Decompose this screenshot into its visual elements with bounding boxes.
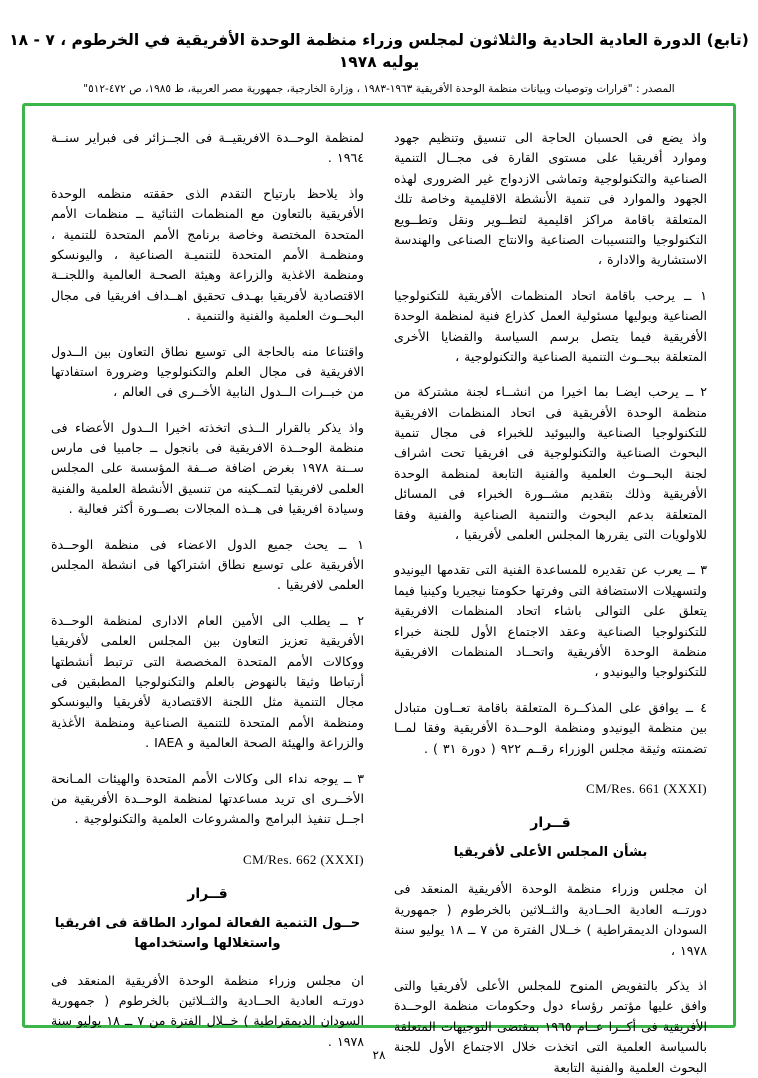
paragraph: ٢ ــ يطلب الى الأمين العام الادارى لمنظمة الوحــدة الأفريقية تعزيز التعاون بين المجلس العلمى لأفريقيا ووكالات الأمم المتحدة المخصصة التى ترتبط أنشطتها أرتباطا وثيقا بالنهوض بالعلم والتكنولوجيا المطبقين فى مجال التنمية مثل اللجنة الاقتصادية لأفريقيا واليونسكو ومنظمة الأمم المتحدة للتنمية الصناعية ومنظمة الأغذية والزراعة والهيئة الصحة العالمية و IAEA . xyxy=(51,612,364,751)
resolution-heading-word: قــرار xyxy=(530,814,571,831)
header-title: (تابع) الدورة العادية الحادية والثلاثون لمجلس وزراء منظمة الوحدة الأفريقية في الخرطوم ، ٧ - ١٨ يوليه ١٩٧٨ xyxy=(9,31,749,71)
column-right xyxy=(394,128,707,1075)
page-header xyxy=(0,30,758,97)
paragraph: لمنظمة الوحــدة الافريقيــة فى الجــزائر فى فبراير سنــة ١٩٦٤ . xyxy=(51,130,364,166)
resolution-title: حــول التنمية الفعالة لموارد الطاقة فى افريقيا واستغلالها واستخدامها xyxy=(54,915,361,952)
paragraph: ان مجلس وزراء منظمة الوحدة الأفريقية المنعقد فى دورتـه العادية الحــادية والثــلاثين بالخرطوم ( جمهورية السودان الديمقراطية ) خــلال الفترة من ٧ ــ ١٨ يوليو سنة ١٩٧٨ . xyxy=(51,972,364,1049)
paragraph: واقتناعا منه بالحاجة الى توسيع نطاق التعاون بين الــدول الافريقية فى مجال العلم والتكنولوجيا وضرورة استفادتها من خبــرات الــدول النابية الأخــرى فى العالم ، xyxy=(51,343,364,400)
paragraph: ١ ــ يحث جميع الدول الاعضاء فى منظمة الوحــدة الأفريقية على توسيع نطاق اشتراكها فى انشطة المجلس العلمى لافريقيا . xyxy=(51,536,364,593)
paragraph: واذ يذكر بالقرار الــذى اتخذته اخيرا الــدول الأعضاء فى منظمة الوحــدة الافريقية فى بانجول ــ جامبيا فى مارس ســنة ١٩٧٨ بغرض اضافة صــفة المؤسسة على المجلس العلمى لافريقيا لتمــكينه من تنسيق الأنشطة العلمية والفنية وسيادة افريقيا فى هــذه المجالات بصــورة أكثر فعالية . xyxy=(51,419,364,517)
paragraph: ١ ــ يرحب باقامة اتحاد المنظمات الأفريقية للتكنولوجيا الصناعية ويوليها مسئولية العمل كذراع فنية لمنظمة الوحدة الأفريقية فيما يتصل برسم السياسة والقضايا الأخرى المتعلقة ببحــوث التنمية الصناعية والتكنولوجية ، xyxy=(394,287,707,364)
resolution-code: CM/Res. 661 (XXXI) xyxy=(586,780,707,796)
paragraph: واذ يلاحظ بارتياح التقدم الذى حققته منظمه الوحدة الأفريقية بالتعاون مع المنظمات الثنائية ــ منظمات الأمم المتحدة المختصة وخاصة برنامج الأمم المتحدة للتنمية ، ومنظمـة الأمم المتحدة للتنميـة الصناعية ، واليونسكو ومنظمة الاغذية والزراعة وهيئة الصحـة العالمية واللجنــة الاقتصادية لأفريقيا بهـدف تحقيق اهــداف افريقيا فى مجال البحــوث العلمية والفنية والتنمية . xyxy=(51,185,364,324)
resolution-heading-word: قــرار xyxy=(187,885,228,902)
header-source-line: المصدر : "قرارات وتوصيات وبيانات منظمة الوحدة الأفريقية ١٩٦٣-١٩٨٣ ، وزارة الخارجية، جمهورية مصر العربية، ط ١٩٨٥، ص ٤٧٢-٥١٢" xyxy=(83,83,675,96)
resolution-code: CM/Res. 662 (XXXI) xyxy=(243,851,364,867)
paragraph: ان مجلس وزراء منظمة الوحدة الأفريقية المنعقد فى دورتــه العادية الحــادية والثــلاثين بالخرطوم ( جمهورية السودان الديمقراطية ) خــلال الفترة من ٧ ــ ١٨ يوليو سنة ١٩٧٨ ، xyxy=(394,881,707,958)
page-number: ٢٨ xyxy=(372,1048,386,1062)
paragraph: ٣ ــ يوجه نداء الى وكالات الأمم المتحدة والهيئات المـانحة الأخــرى اى تريد مساعدتها لمنظمة الوحــدة الأفريقية من اجــل تنفيذ البرامج والمشروعات العلمية والتكنولوجية . xyxy=(51,770,364,827)
paragraph: ٢ ــ يرحب ايضـا بما اخيرا من انشــاء لجنة مشتركة من منظمة الوحدة الأفريقية فى اتحاد المنظمات الافريقية للتكنولوجيا الصناعية والبيوئيد للخبراء فى مجال تنمية البحوث الصناعية والتكنولوجية فى افريقيا تحت اشراف لجنة البحــوث العلمية والفنية التابعة لمنظمة الوحدة الأفريقية وذلك بتقديم مشــورة الخبراء فى المسائل المتعلقة بدعم البحوث والتنمية الصناعية والفنية وفقا للاولويات التى يقررها المجلس العلمى لأفريقيا ، xyxy=(394,384,707,543)
paragraph: اذ يذكر بالتفويض المنوح للمجلس الأعلى لأفريقيا والتى وافق عليها مؤتمر رؤساء دول وحكومات منظمة الوحــدة الأفريقية فى أكــرا عــام ١٩٦٥ بمقتضى التوجيهات المتعلقة بالسياسة العلمية التى اتخذت خلال الاجتماع الأول للجنة البحوث العلمية والفنية التابعة xyxy=(394,977,707,1075)
column-left xyxy=(51,128,364,1049)
paragraph: ٤ ــ يوافق على المذكــرة المتعلقة باقامة تعــاون متبادل بين منظمة اليونيدو ومنظمة الوحــدة الأفريقية وفقا لمــا تضمنته وثيقة مجلس الوزراء رقــم ٩٢٢ ( دورة ٣١ ) . xyxy=(394,699,707,756)
paragraph: واذ يضع فى الحسبان الحاجة الى تنسيق وتنظيم جهود وموارد أفريقيا على مستوى القارة فى مجــال التنمية الصناعية والتكنولوجية وتماشى الازدواج غير الضرورى لهذه الجهود والموارد فى تنمية الأنشطة الاقليمية وخاصة تلك المتعلقة باقامة مراكز اقليمية لتطــوير ونقل وتطــويع التكنولوجيا والتنسيبات الصناعية والانتاج الصناعى والهندسة الاستشارية والادارة ، xyxy=(394,130,707,268)
paragraph: ٣ ــ يعرب عن تقديره للمساعدة الفنية التى تقدمها اليونيدو ولتسهيلات الاستضافة التى وفرتها حكومتا نيجيريا وكينيا فيما يتعلق على التوالى باشاء اتحاد المنظمات الافريقية للتكنولوجيا الصناعية وعقد الاجتماع الأول للجنة خبراء منظمة الوحدة الأفريقية واتحــاد المنظمات الافريقية للتكنولوجيا واليونيدو ، xyxy=(394,562,707,680)
resolution-title: بشأن المجلس الأعلى لأفريقيا xyxy=(453,844,648,860)
